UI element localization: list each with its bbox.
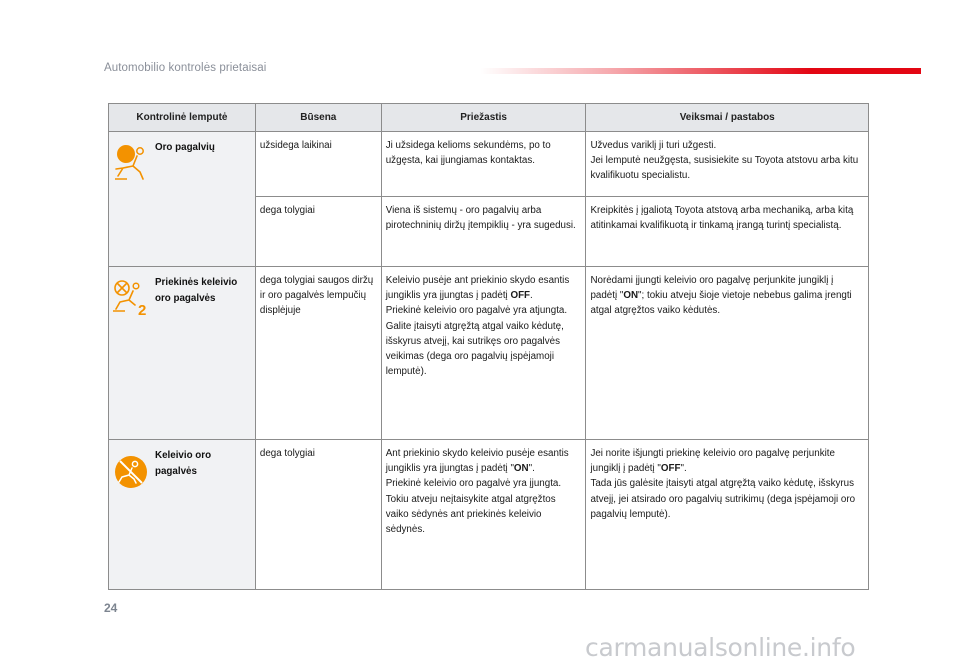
passenger-airbag-on-icon (109, 448, 153, 490)
state-cell: dega tolygiai saugos diržų ir oro pagalvės lempučių displėjuje (255, 267, 381, 440)
column-header-cause: Priežastis (381, 104, 586, 132)
state-cell: dega tolygiai (255, 440, 381, 590)
watermark: carmanualsonline.info (585, 633, 856, 662)
switch-position-label: ON (513, 463, 529, 475)
warning-lamp-table (108, 103, 869, 590)
header-accent-bar (480, 68, 921, 74)
page-number: 24 (104, 601, 118, 615)
action-text: ". Tada jūs galėsite įtaisyti atgal atgręžtą vaiko kėdutę, išskyrus atvejį, jei atsirado oro pagalvių sutrikimų (dega įspėjamoji oro pagalvių lemputė). (590, 463, 856, 520)
table-row (109, 440, 869, 590)
lamp-cell-airbag (109, 132, 256, 267)
column-header-action: Veiksmai / pastabos (586, 104, 869, 132)
action-cell: Kreipkitės į įgaliotą Toyota atstovą arba mechaniką, arba kitą atitinkamai kvalifikuotą ir tinkamą įrangą turintį specialistą. (586, 197, 869, 267)
action-cell (586, 267, 869, 440)
lamp-name: Priekinės keleivio oro pagalvės (155, 277, 238, 304)
state-cell: dega tolygiai (255, 197, 381, 267)
cause-text: Keleivio pusėje ant priekinio skydo esantis jungiklis yra įjungtas į padėtį (385, 275, 570, 302)
cause-text: Ant priekinio skydo keleivio pusėje esantis jungiklis yra įjungtas į padėtį " (385, 448, 569, 475)
running-title: Automobilio kontrolės prietaisai (104, 62, 267, 74)
airbag-warning-icon (109, 140, 153, 182)
cause-text: ". Priekinė keleivio oro pagalvė yra įjungta. Tokiu atveju neįtaisykite atgal atgręžtos vaiko sėdynės ant priekinės keleivio sėdynės. (385, 463, 562, 536)
cause-cell (381, 440, 586, 590)
action-text: Jei norite išjungti priekinę keleivio oro pagalvę perjunkite jungiklį į padėtį " (590, 448, 835, 475)
column-header-lamp: Kontrolinė lemputė (109, 104, 256, 132)
action-text: "; tokiu atveju šioje vietoje nebebus galima įrengti atgal atgręžtos vaiko kėdutės. (590, 290, 852, 317)
switch-position-label: OFF (510, 290, 531, 302)
cause-cell: Ji užsidega kelioms sekundėms, po to užgęsta, kai įjungiamas kontaktas. (381, 132, 586, 197)
table-row (109, 132, 869, 197)
passenger-airbag-off-icon (109, 275, 153, 317)
svg-text:2: 2 (138, 302, 147, 317)
table-header-row (109, 104, 869, 132)
lamp-cell-passenger-airbag-off (109, 267, 256, 440)
cause-cell (381, 267, 586, 440)
lamp-cell-passenger-airbag-on (109, 440, 256, 590)
action-cell: Užvedus variklį ji turi užgesti. Jei lemputė neužgęsta, susisiekite su Toyota atstovu arba kitu kvalifikuotu specialistu. (586, 132, 869, 197)
action-cell (586, 440, 869, 590)
cause-cell: Viena iš sistemų - oro pagalvių arba pirotechninių diržų įtempiklių - yra sugedusi. (381, 197, 586, 267)
cause-text: . Priekinė keleivio oro pagalvė yra atjungta. Galite įtaisyti atgręžtą atgal vaiko kėdutę, išskyrus atvejį, kai sutrikęs oro pagalvės veikimas (dega oro pagalvių įspėjamoji lemputė). (385, 290, 568, 378)
action-text: Norėdami įjungti keleivio oro pagalvę perjunkite jungiklį į padėtį " (590, 275, 834, 302)
lamp-name: Keleivio oro pagalvės (155, 450, 212, 477)
table-row (109, 267, 869, 440)
state-cell: užsidega laikinai (255, 132, 381, 197)
switch-position-label: OFF (660, 463, 681, 475)
column-header-state: Būsena (255, 104, 381, 132)
lamp-name: Oro pagalvių (155, 142, 215, 153)
switch-position-label: ON (623, 290, 639, 302)
